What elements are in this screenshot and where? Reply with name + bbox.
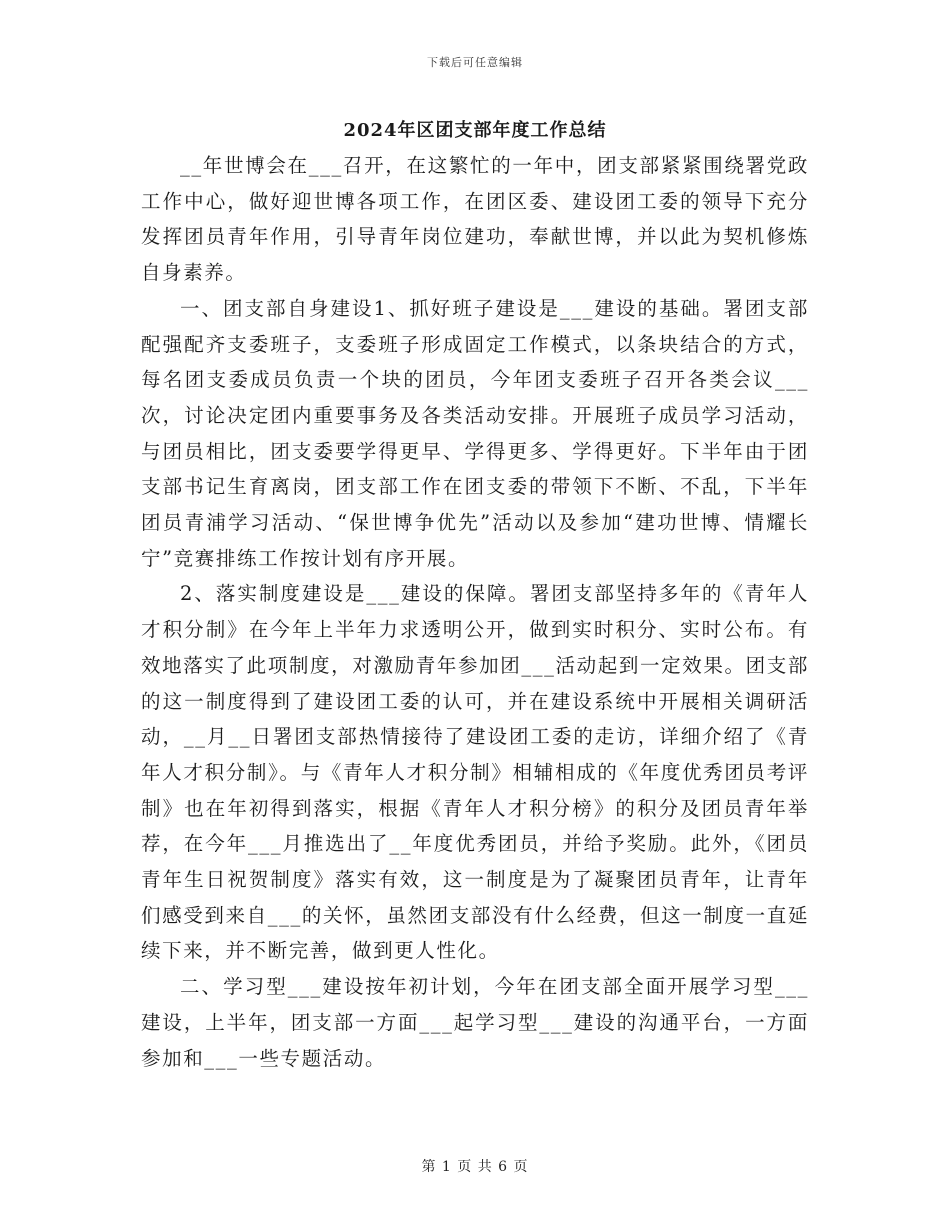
- document-title: 2024年区团支部年度工作总结: [343, 120, 607, 141]
- page-header-note: 下载后可任意编辑: [427, 56, 523, 69]
- page-number-footer: 第 1 页 共 6 页: [421, 1159, 529, 1175]
- document-body: [141, 148, 809, 1076]
- paragraph-section-1: 一、团支部自身建设1、抓好班子建设是___建设的基础。署团支部配强配齐支委班子，支委班子形成固定工作模式，以条块结合的方式，每名团支委成员负责一个块的团员，今年团支委班子召开各类会议___次，讨论决定团内重要事务及各类活动安排。开展班子成员学习活动，与团员相比，团支委要学得更早、学得更多、学得更好。下半年由于团支部书记生育离岗，团支部工作在团支委的带领下不断、不乱，下半年团员青浦学习活动、“保世博争优先”活动以及参加“建功世博、情耀长宁”竞赛排练工作按计划有序开展。: [141, 296, 809, 570]
- paragraph-section-2: 二、学习型___建设按年初计划，今年在团支部全面开展学习型___建设，上半年，团支部一方面___起学习型___建设的沟通平台，一方面参加和___一些专题活动。: [141, 975, 809, 1070]
- paragraph-section-1-2: 2、落实制度建设是___建设的保障。署团支部坚持多年的《青年人才积分制》在今年上半年力求透明公开，做到实时积分、实时公布。有效地落实了此项制度，对激励青年参加团___活动起到一定效果。团支部的这一制度得到了建设团工委的认可，并在建设系统中开展相关调研活动，__月__日署团支部热情接待了建设团工委的走访，详细介绍了《青年人才积分制》。与《青年人才积分制》相辅相成的《年度优秀团员考评制》也在年初得到落实，根据《青年人才积分榜》的积分及团员青年举荐，在今年___月推选出了__年度优秀团员，并给予奖励。此外，《团员青年生日祝贺制度》落实有效，这一制度是为了凝聚团员青年，让青年们感受到来自___的关怀，虽然团支部没有什么经费，但这一制度一直延续下来，并不断完善，做到更人性化。: [141, 582, 809, 963]
- paragraph-intro: __年世博会在___召开，在这繁忙的一年中，团支部紧紧围绕署党政工作中心，做好迎世博各项工作，在团区委、建设团工委的领导下充分发挥团员青年作用，引导青年岗位建功，奉献世博，并以此为契机修炼自身素养。: [141, 154, 809, 285]
